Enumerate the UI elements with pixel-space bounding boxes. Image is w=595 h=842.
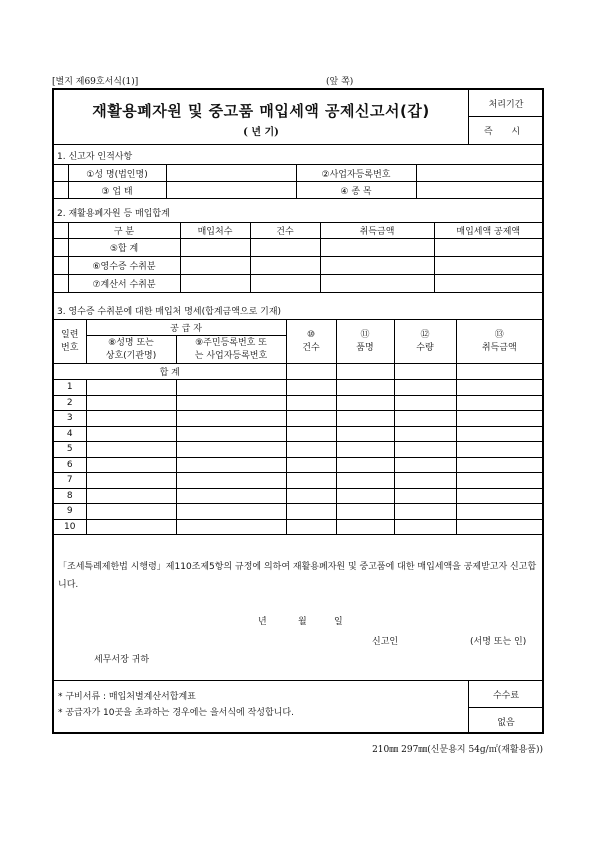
cell[interactable] [176,473,286,489]
processing-period-label: 처리기간 [469,90,543,117]
form-id: [별지 제69호서식(1)] [52,77,139,87]
table-row [54,395,542,411]
business-item-field[interactable] [416,182,542,199]
cell[interactable] [176,380,286,396]
cell[interactable] [456,457,542,473]
period-label: ( 년 기) [243,127,279,138]
cell[interactable] [336,442,394,458]
cell[interactable] [434,275,542,293]
col-supplier-count: 매입처수 [180,223,250,239]
col-supplier-id: ⑨주민등록번호 또 는 사업자등록번호 [176,336,286,364]
date-month: 월 [298,617,307,627]
col-supplier-name: ⑧성명 또는 상호(기관명) [86,336,176,364]
biz-no-field[interactable] [416,165,542,182]
row-receipt-label: ⑥영수증 수취분 [68,257,180,275]
business-item-label: ④ 종 목 [296,182,416,199]
cell[interactable] [320,257,434,275]
fee-label: 수수료 [469,681,543,708]
form-frame [52,88,544,734]
reporter-label: 신고인 [372,637,399,647]
business-type-label: ③ 업 태 [68,182,166,199]
date-day: 일 [334,617,343,627]
row-invoice-label: ⑦계산서 수취분 [68,275,180,293]
table-row [54,380,542,396]
total-row-label: 합 계 [54,364,286,380]
cell[interactable] [456,380,542,396]
cell[interactable] [336,519,394,535]
cell[interactable] [250,239,320,257]
cell[interactable] [336,504,394,520]
row-number: 1 [54,380,86,396]
table-row [54,504,542,520]
name-field[interactable] [166,165,296,182]
col-amount: ⑬ 취득금액 [456,320,542,364]
cell[interactable] [86,380,176,396]
cell[interactable] [394,442,456,458]
col-count: ⑩ 건수 [286,320,336,364]
footer-box [54,680,542,735]
notes [58,689,294,721]
business-type-field[interactable] [166,182,296,199]
cell[interactable] [180,239,250,257]
cell[interactable] [456,442,542,458]
table-row [54,519,542,535]
cell[interactable] [456,411,542,427]
cell[interactable] [286,426,336,442]
cell[interactable] [286,395,336,411]
name-label: ①성 명(법인명) [68,165,166,182]
note-overflow: * 공급자가 10곳을 초과하는 경우에는 을서식에 작성합니다. [58,708,294,718]
signature-label: (서명 또는 인) [470,637,527,647]
cell[interactable] [286,457,336,473]
addressee: 세무서장 귀하 [94,655,150,665]
cell[interactable] [286,364,336,380]
cell[interactable] [394,519,456,535]
cell[interactable] [336,395,394,411]
cell[interactable] [456,364,542,380]
cell[interactable] [456,488,542,504]
cell[interactable] [176,426,286,442]
cell[interactable] [336,473,394,489]
section2-heading: 2. 재활용폐자원 등 매입합계 [57,209,170,219]
cell[interactable] [86,426,176,442]
row-number: 7 [54,473,86,489]
table-row [54,411,542,427]
cell[interactable] [86,504,176,520]
cell[interactable] [86,457,176,473]
cell[interactable] [320,275,434,293]
section3-heading: 3. 영수증 수취분에 대한 매입처 명세(합계금액으로 기재) [57,307,282,317]
col-acquisition-amount: 취득금액 [320,223,434,239]
table-row [54,488,542,504]
date-year: 년 [258,617,267,627]
cell[interactable] [434,239,542,257]
cell[interactable] [176,411,286,427]
cell[interactable] [86,395,176,411]
cell[interactable] [286,442,336,458]
fee-value: 없음 [497,717,515,728]
cell[interactable] [394,504,456,520]
cell[interactable] [336,488,394,504]
cell[interactable] [320,239,434,257]
cell[interactable] [336,457,394,473]
row-number: 5 [54,442,86,458]
cell[interactable] [86,519,176,535]
cell[interactable] [394,380,456,396]
cell[interactable] [336,364,394,380]
cell[interactable] [394,364,456,380]
cell[interactable] [394,426,456,442]
col-quantity: ⑫ 수량 [394,320,456,364]
cell[interactable] [286,411,336,427]
reporter-info-table [54,164,542,199]
cell[interactable] [86,473,176,489]
cell[interactable] [286,504,336,520]
section1-heading: 1. 신고자 인적사항 [57,152,133,162]
cell[interactable] [86,442,176,458]
cell[interactable] [176,488,286,504]
col-item: ⑪ 품명 [336,320,394,364]
cell[interactable] [336,411,394,427]
title-row [54,90,542,145]
row-number: 8 [54,488,86,504]
row-number: 3 [54,411,86,427]
cell[interactable] [456,473,542,489]
cell[interactable] [250,257,320,275]
cell[interactable] [336,426,394,442]
processing-period-box [468,90,543,144]
row-total-label: ⑤합 계 [68,239,180,257]
cell[interactable] [394,395,456,411]
col-serial: 일련 번호 [54,320,86,364]
col-tax-deduction: 매입세액 공제액 [434,223,542,239]
col-category: 구 분 [68,223,180,239]
cell[interactable] [456,395,542,411]
cell[interactable] [456,426,542,442]
cell[interactable] [176,395,286,411]
cell[interactable] [286,473,336,489]
cell[interactable] [286,380,336,396]
cell[interactable] [86,488,176,504]
form-title: 재활용폐자원 및 중고품 매입세액 공제신고서(갑) [92,102,430,120]
table-row [54,442,542,458]
table-row [54,473,542,489]
row-number: 9 [54,504,86,520]
cell[interactable] [286,488,336,504]
cell[interactable] [176,457,286,473]
cell[interactable] [394,473,456,489]
declaration-text: 「조세특례제한법 시행령」제110조제5항의 규정에 의하여 재활용폐자원 및 중고품에 대한 매입세액을 공제받고자 신고합니다. [58,562,537,590]
cell[interactable] [394,457,456,473]
supplier-detail-table [54,319,542,535]
row-number: 6 [54,457,86,473]
table-row [54,457,542,473]
cell[interactable] [456,519,542,535]
col-count: 건수 [250,223,320,239]
cell[interactable] [176,442,286,458]
cell[interactable] [250,275,320,293]
row-number: 10 [54,519,86,535]
paper-spec: 210㎜ 297㎜(신문용지 54g/㎡(재활용품)) [372,745,543,755]
purchase-total-table [54,222,542,293]
cell[interactable] [176,504,286,520]
cell[interactable] [86,411,176,427]
col-supplier: 공 급 자 [86,320,286,336]
processing-period-value: 즉 시 [483,127,529,137]
row-number: 4 [54,426,86,442]
cell[interactable] [394,488,456,504]
biz-no-label: ②사업자등록번호 [296,165,416,182]
cell[interactable] [180,257,250,275]
fee-box [468,681,543,733]
cell[interactable] [336,380,394,396]
row-number: 2 [54,395,86,411]
cell[interactable] [394,411,456,427]
cell[interactable] [286,519,336,535]
cell[interactable] [176,519,286,535]
note-attachments: * 구비서류 : 매입처별계산서합계표 [58,692,196,702]
table-row [54,426,542,442]
cell[interactable] [434,257,542,275]
cell[interactable] [180,275,250,293]
cell[interactable] [456,504,542,520]
front-side-label: (앞 쪽) [326,77,354,87]
